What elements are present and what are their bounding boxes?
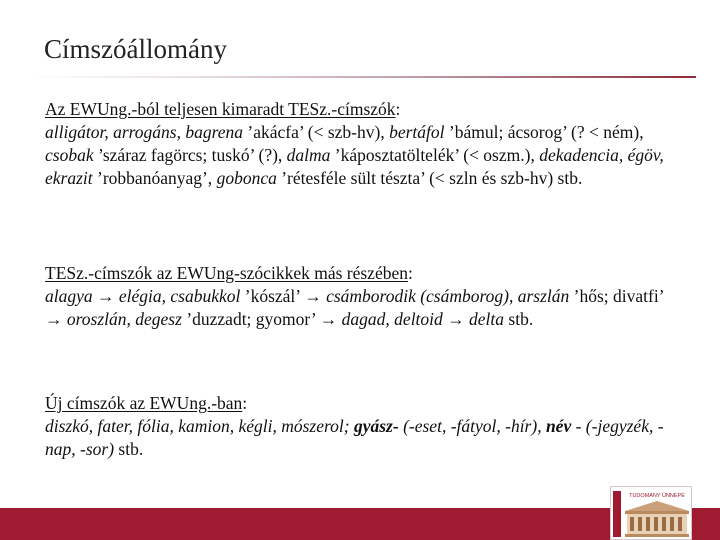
text-run: ’káposztatöltelék’ (< oszm.), (330, 145, 540, 165)
building-logo-icon (611, 487, 691, 539)
text-run: ’duzzadt; gyomor’ (181, 309, 320, 329)
section-other-entry-parts (45, 262, 670, 331)
page-title: Címszóállomány (44, 34, 227, 64)
heading-colon: : (407, 263, 413, 283)
text-run: gobonca (216, 168, 277, 188)
section-heading: Az EWUng.-ból teljesen kimaradt TESz.-címszók (45, 99, 396, 119)
text-run: - (-jegyzék, -nap, -sor) (45, 416, 664, 459)
text-run: ’rétesféle sült tészta’ (< szln és szb-hv) stb. (276, 168, 583, 188)
section-heading: Új címszók az EWUng.-ban (45, 393, 243, 413)
section-omitted-headwords (45, 98, 670, 190)
text-run: stb. (504, 309, 534, 329)
section-body (45, 415, 670, 461)
heading-colon: : (395, 99, 401, 119)
text-run: → csámborodik (csámborog), arszlán (304, 286, 570, 306)
section-heading: TESz.-címszók az EWUng-szócikkek más részében (45, 263, 408, 283)
text-run: ’kószál’ (240, 286, 305, 306)
section-new-headwords (45, 392, 670, 461)
text-run: bertáfol (389, 122, 445, 142)
text-run: stb. (114, 439, 144, 459)
text-run: ’hős; divatfi’ (569, 286, 664, 306)
title-divider (28, 76, 696, 78)
tudomany-unnepe-logo (610, 486, 692, 540)
section-body (45, 121, 670, 190)
heading-colon: : (242, 393, 248, 413)
text-run: ’száraz fagörcs; tuskó’ (?), (93, 145, 287, 165)
logo-label: TUDOMÁNY ÜNNEPE (629, 493, 685, 499)
text-run: (-eset, -fátyol, -hír), (398, 416, 546, 436)
text-run: gyász- (353, 416, 399, 436)
text-run: csobak (45, 145, 94, 165)
text-run: név (545, 416, 572, 436)
text-run: alagya → elégia, csabukkol (45, 286, 241, 306)
text-run: diszkó, fater, fólia, kamion, kégli, mószerol; (45, 416, 354, 436)
text-run: alligátor, arrogáns, bagrena (45, 122, 244, 142)
text-run: → oroszlán, degesz (45, 309, 182, 329)
text-run: ’akácfa’ (< szb-hv), (243, 122, 390, 142)
text-run: dalma (286, 145, 331, 165)
text-run: ’bámul; ácsorog’ (? < ném), (444, 122, 644, 142)
text-run: dekadencia, égöv, ekrazit (45, 145, 664, 188)
text-run: → dagad, deltoid → delta (319, 309, 505, 329)
section-body (45, 285, 670, 331)
text-run: ’robbanóanyag’, (92, 168, 217, 188)
